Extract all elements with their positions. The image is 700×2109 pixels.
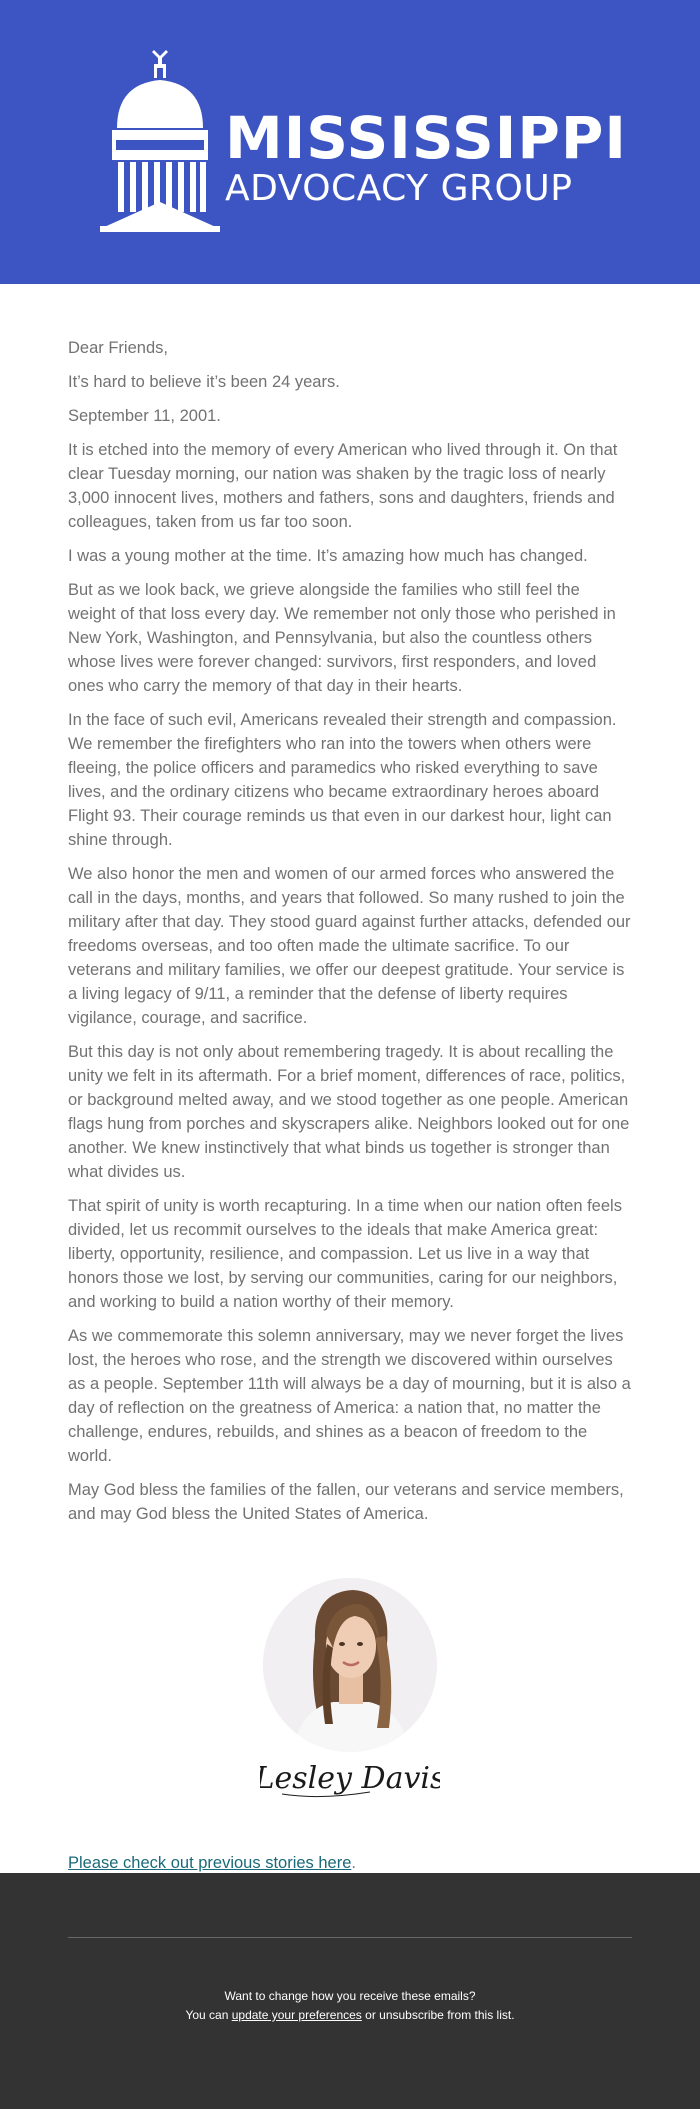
letter-paragraph: That spirit of unity is worth recapturing. In a time when our nation often feels divided, let us recommit ourselves to the ideals that make America great: liberty, opportunity, resilience, and compassion. Let us live in a way that honors those we lost, by serving our communities, caring for our neighbors, and working to build a nation worthy of their memory. <box>68 1197 622 1311</box>
person-portrait-icon <box>263 1578 437 1752</box>
letter-paragraph: May God bless the families of the fallen, our veterans and service members, and may God bless the United States of America. <box>68 1481 624 1523</box>
letter-body <box>0 284 700 1526</box>
letter-paragraph: It is etched into the memory of every American who lived through it. On that clear Tuesday morning, our nation was shaken by the tragic loss of nearly 3,000 innocent lives, mothers and fathers, sons and daughters, friends and colleagues, taken from us far too soon. <box>68 441 618 531</box>
logo[interactable] <box>100 50 627 235</box>
author-portrait <box>263 1578 437 1752</box>
letter-paragraph: We also honor the men and women of our armed forces who answered the call in the days, months, and years that followed. So many rushed to join the military after that day. They stood guard against further attacks, defended our freedoms overseas, and too often made the ultimate sacrifice. To our veterans and military families, we offer our deepest gratitude. Your service is a living legacy of 9/11, a reminder that the defense of liberty requires vigilance, courage, and sacrifice. <box>68 865 631 1027</box>
letter-paragraph: But as we look back, we grieve alongside the families who still feel the weight of that loss every day. We remember not only those who perished in New York, Washington, and Pennsylvania, but also the countless others whose lives were forever changed: survivors, first responders, and loved ones who carry the memory of that day in their hearts. <box>68 581 616 695</box>
footer <box>0 1873 700 2109</box>
handwritten-signature-icon <box>260 1754 440 1806</box>
letter-paragraph: In the face of such evil, Americans revealed their strength and compassion. We remember the firefighters who ran into the towers when others were fleeing, the police officers and paramedics who risked everything to save lives, and the ordinary citizens who became extraordinary heroes aboard Flight 93. Their courage reminds us that even in our darkest hour, light can shine through. <box>68 711 617 849</box>
update-preferences-link[interactable]: update your preferences <box>231 2008 362 2022</box>
stories-link-row <box>0 1814 700 1873</box>
author-signature <box>0 1754 700 1811</box>
signature-block <box>0 1578 700 1814</box>
footer-line-2-prefix: You can <box>185 2008 232 2022</box>
letter-paragraph: As we commemorate this solemn anniversary, may we never forget the lives lost, the heroes who rose, and the strength we discovered within ourselves as a people. September 11th will always be a day of mourning, but it is also a day of reflection on the greatness of America: a nation that, no matter the challenge, endures, rebuilds, and shines as a beacon of freedom to the world. <box>68 1327 631 1465</box>
footer-line-1: Want to change how you receive these emails? <box>224 1989 476 2003</box>
letter-paragraph: September 11, 2001. <box>68 407 221 425</box>
capitol-dome-icon <box>100 50 220 235</box>
stories-link-period: . <box>351 1854 356 1872</box>
footer-line-2-suffix: or unsubscribe from this list. <box>361 2008 515 2022</box>
logo-title: MISSISSIPPI <box>225 104 627 172</box>
footer-text <box>0 1987 700 2025</box>
letter-paragraph: But this day is not only about remembering tragedy. It is about recalling the unity we felt in its aftermath. For a brief moment, differences of race, politics, or background melted away, and we stood together as one people. American flags hung from porches and skyscrapers alike. Neighbors looked out for one another. We knew instinctively that what binds us together is stronger than what divides us. <box>68 1043 630 1181</box>
letter-paragraph: Dear Friends, <box>68 339 168 357</box>
letter-paragraph: It’s hard to believe it’s been 24 years. <box>68 373 340 391</box>
header-banner <box>0 0 700 284</box>
logo-subtitle: ADVOCACY GROUP <box>225 168 573 209</box>
previous-stories-link[interactable]: Please check out previous stories here <box>68 1854 352 1872</box>
footer-line-2 <box>0 2006 700 2025</box>
letter-paragraph: I was a young mother at the time. It’s amazing how much has changed. <box>68 547 588 565</box>
logo-text <box>225 104 627 210</box>
signature-text: Lesley Davis <box>260 1761 440 1796</box>
footer-divider <box>68 1937 632 1938</box>
